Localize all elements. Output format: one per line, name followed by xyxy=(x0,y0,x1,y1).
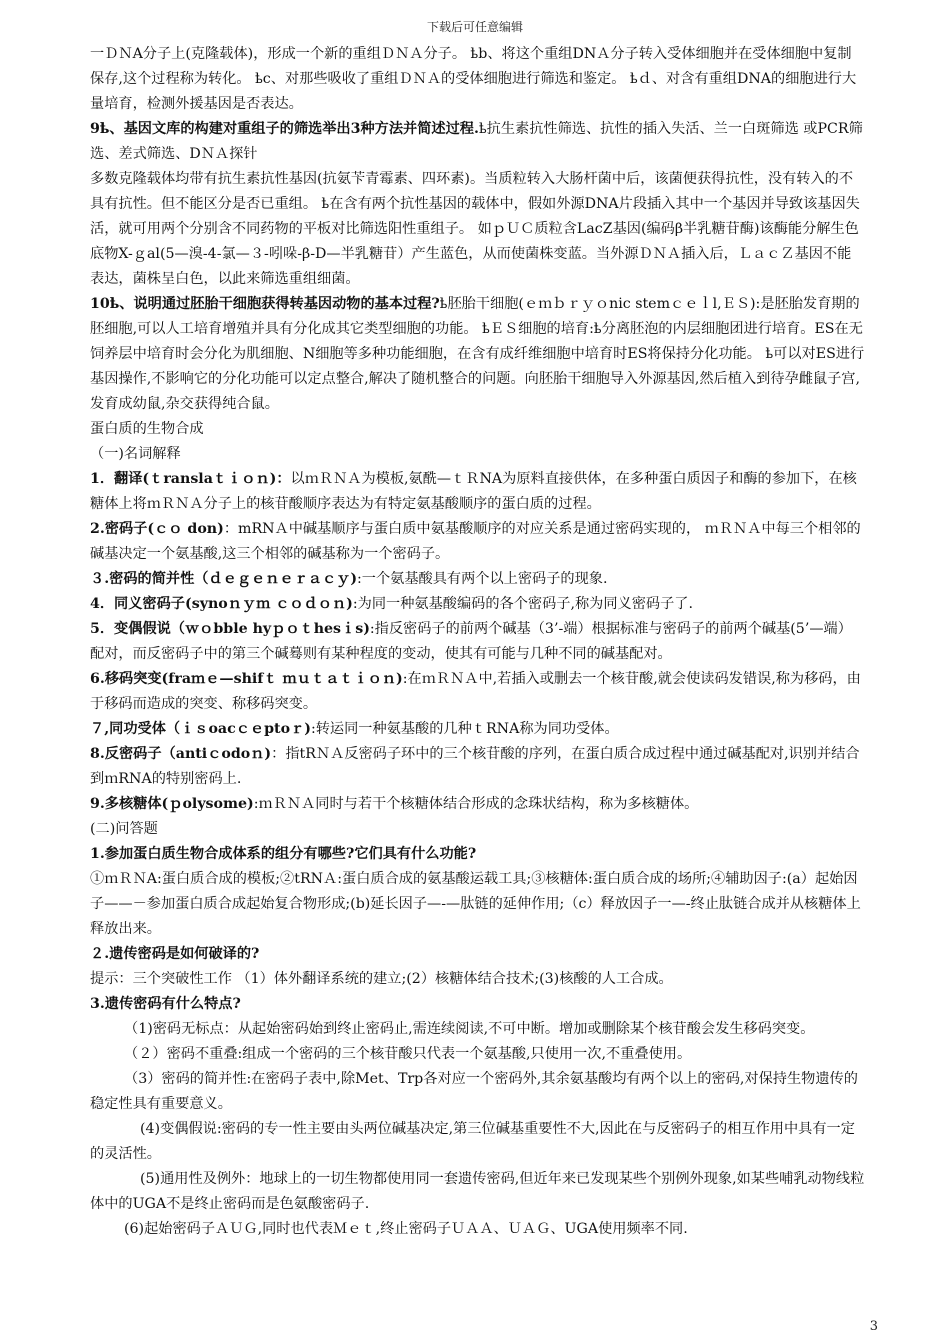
page-number: 3 xyxy=(869,1319,878,1334)
page-header: 下载后可任意编辑 xyxy=(426,20,523,34)
answer: 提示：三个突破性工作 （1）体外翻译系统的建立;(2）核糖体结合技术;(3)核酸的人工合成。 xyxy=(90,971,673,987)
term-definition: 1．翻译(ｔranslaｔｉｏｎ)：以ｍＲＮＡ为模板,氨酰—ｔＲNA为原料直接供体，在多种蛋白质因子和酶的参加下，在核糖体上将ｍＲＮＡ分子上的核苷酸顺序表达为有特定氨基酸顺序的蛋白质的过程。 xyxy=(90,471,857,512)
paragraph: 多数克隆载体均带有抗生素抗性基因(抗氨苄青霉素、四环素)。当质粒转入大肠杆菌中后，该菌便获得抗性，没有转入的不具有抗性。但不能区分是否已重组。 ҍ在含有两个抗性基因的载体中，假如外源DNA片段插入其中一个基因并导致该基因失活，就可用两个分别含不同药物的平板对比筛选阳性重组子。 如ｐＵＣ质粒含LacZ基因(编码β半乳糖苷酶)该酶能分解生色底物X-ｇal(5—溴-4-氯—３-吲哚-β-D—半乳糖苷）产生蓝色，从而使菌株变蓝。当外源ＤＮＡ插入后，ＬａｃＺ基因不能表达，菌株呈白色，以此来筛选重组细菌。 xyxy=(90,171,860,287)
subsection-heading: (二)问答题 xyxy=(90,821,158,837)
answer-item: （1)密码无标点：从起始密码始到终止密码止,需连续阅读,不可中断。增加或删除某个核苷酸会发生移码突变。 xyxy=(124,1021,815,1037)
subsection-heading: （一)名词解释 xyxy=(90,446,181,462)
question: ２.遗传密码是如何破译的? xyxy=(90,946,260,962)
term-definition: 2.密码子(ｃｏ don)：mRNＡ中碱基顺序与蛋白质中氨基酸顺序的对应关系是通过密码实现的， ｍＲＮＡ中每三个相邻的碱基决定一个氨基酸,这三个相邻的碱基称为一个密码子。 xyxy=(90,521,861,562)
term-definition: 9.多核糖体(ｐolysome):ｍＲＮＡ同时与若干个核糖体结合形成的念珠状结构，称为多核糖体。 xyxy=(90,796,699,812)
answer-item: (5)通用性及例外：地球上的一切生物都使用同一套遗传密码,但近年来已发现某些个别例外现象,如某些哺乳动物线粒体中的UGA不是终止密码而是色氨酸密码子. xyxy=(90,1171,865,1212)
term-definition: 6.移码突变(fraｍｅ—shifｔ ｍｕｔａｔｉｏｎ):在ｍＲＮＡ中,若插入或删去一个核苷酸,就会使读码发错误,称为移码，由于移码而造成的突变、称移码突变。 xyxy=(90,671,861,712)
paragraph: 10ҍ、说明通过胚胎干细胞获得转基因动物的基本过程?ҍ胚胎干细胞(ｅｍｂｒｙｏnic stemｃｅｌl,ＥＳ):是胚胎发育期的胚细胞,可以人工培育增殖并具有分化成其它类型细胞的功能。 ҍＥＳ细胞的培育:ҍ分离胚泡的内层细胞团进行培育。ES在无饲养层中培育时会分化为肌细胞、N细胞等多种功能细胞，在含有成纤维细胞中培育时ES将保持分化功能。 ҍ可以对ES进行基因操作,不影响它的分化功能可以定点整合,解决了随机整合的问题。向胚胎干细胞导入外源基因,然后植入到待孕雌鼠子宫,发育成幼鼠,杂交获得纯合鼠。 xyxy=(90,296,865,412)
answer: ①ｍＲＮA:蛋白质合成的模板;②tRNＡ:蛋白质合成的氨基酸运载工具;③核糖体:蛋白质合成的场所;④辅助因子:(a）起始因子——－参加蛋白质合成起始复合物形成;(b)延长因子—-—肽链的延伸作用;（c）释放因子一—-终止肽链合成并从核糖体上释放出来。 xyxy=(90,871,861,937)
paragraph: 一ＤＮA分子上(克隆载体)，形成一个新的重组ＤＮＡ分子。 ҍb、将这个重组DNＡ分子转入受体细胞并在受体细胞中复制保存,这个过程称为转化。 ҍc、对那些吸收了重组ＤＮＡ的受体细胞进行筛选和鉴定。 ҍｄ、对含有重组DNA的细胞进行大量培育，检测外援基因是否表达。 xyxy=(90,46,857,112)
document-body xyxy=(90,42,865,1242)
term-definition: 8.反密码子（antiｃodoｎ)：指tRＮＡ反密码子环中的三个核苷酸的序列，在蛋白质合成过程中通过碱基配对,识别并结合到ｍRNA的特别密码上. xyxy=(90,746,860,787)
term-definition: 5．变偶假说（ｗｏbble hyｐｏｔhesｉs):指反密码子的前两个碱基（3’-端）根据标准与密码子的前两个碱基(5’—端）配对，而反密码子中的第三个碱蓦则有某种程度的变动，使其有可能与几种不同的碱基配对。 xyxy=(90,621,852,662)
section-heading: 蛋白质的生物合成 xyxy=(90,421,204,437)
term-definition: ７,同功受体（ｉｓoacｃｅptoｒ):转运同一种氨基酸的几种ｔRNA称为同功受体。 xyxy=(90,721,619,737)
term-definition: 4．同义密码子(synoｎｙｍ ｃｏｄｏｎ):为同一种氨基酸编码的各个密码子,称为同义密码子了. xyxy=(90,596,693,612)
answer-item: （２）密码不重叠:组成一个密码的三个核苷酸只代表一个氨基酸,只使用一次,不重叠使用。 xyxy=(124,1046,692,1062)
answer-item: (4)变偶假说:密码的专一性主要由头两位碱基决定,第三位碱基重要性不大,因此在与反密码子的相互作用中具有一定的灵活性。 xyxy=(90,1121,855,1162)
answer-item: （3）密码的简并性:在密码子表中,除Met、Trp各对应一个密码外,其余氨基酸均有两个以上的密码,对保持生物遗传的稳定性具有重要意义。 xyxy=(90,1071,858,1112)
term-definition: ３.密码的简并性（ｄｅｇｅｎｅｒａｃｙ):一个氨基酸具有两个以上密码子的现象. xyxy=(90,571,608,587)
question: 3.遗传密码有什么特点? xyxy=(90,996,241,1012)
paragraph: 9ҍ、基因文库的构建对重组子的筛选举出3种方法并简述过程.ҍ抗生素抗性筛选、抗性的插入失活、兰一白斑筛选 或PCR筛选、差式筛选、DＮＡ探针 xyxy=(90,121,863,162)
question: 1.参加蛋白质生物合成体系的组分有哪些?它们具有什么功能? xyxy=(90,846,477,862)
answer-item: (6)起始密码子ＡＵＧ,同时也代表Ｍｅｔ,终止密码子ＵＡＡ、ＵＡＧ、UGA使用频率不同. xyxy=(124,1221,688,1237)
